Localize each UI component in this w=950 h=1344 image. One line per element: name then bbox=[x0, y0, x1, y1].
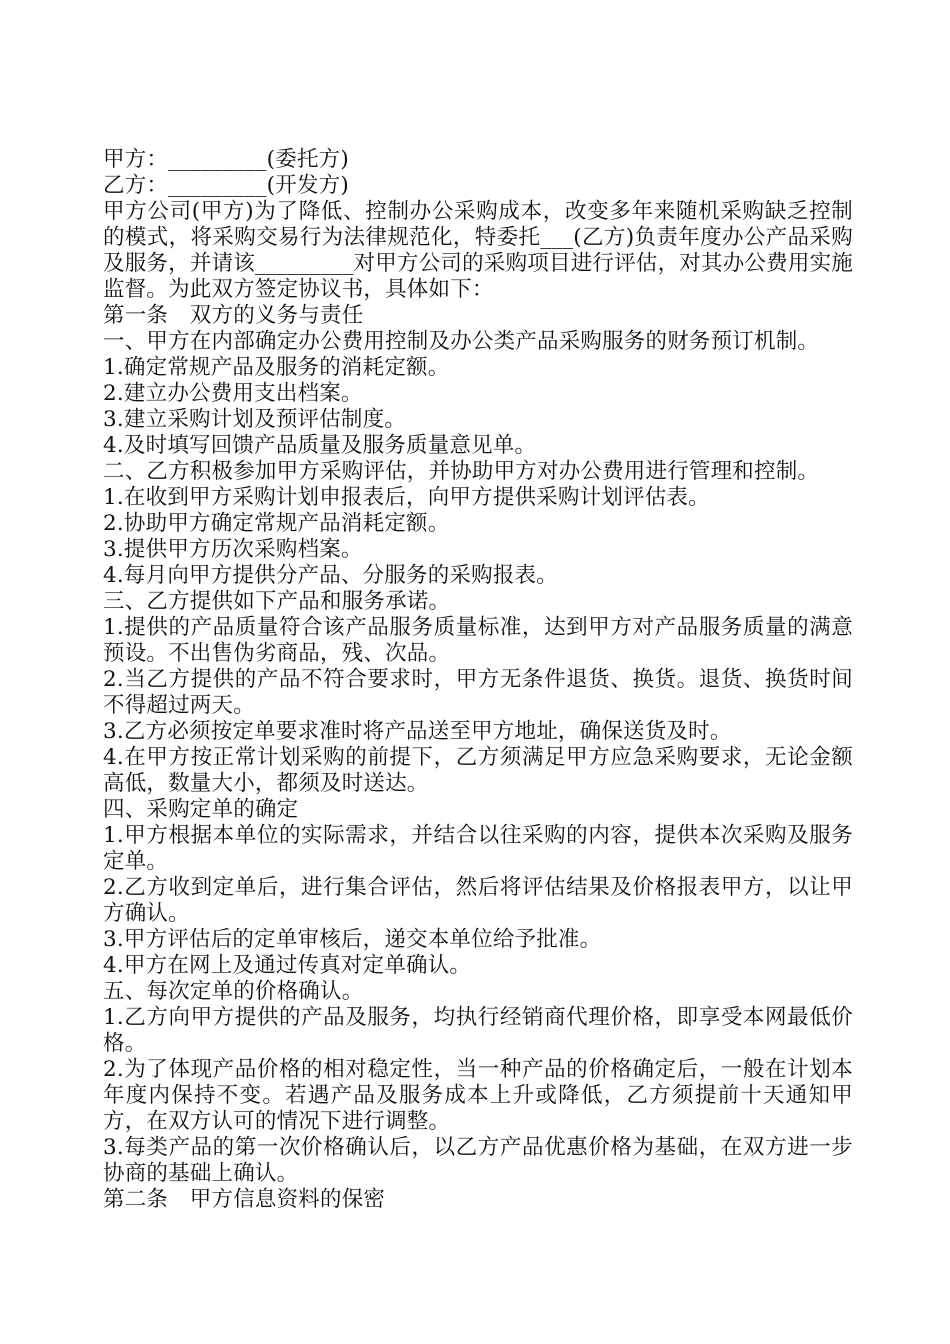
section-3-heading: 三、乙方提供如下产品和服务承诺。 bbox=[103, 589, 451, 614]
list-item: 4.甲方在网上及通过传真对定单确认。 bbox=[103, 953, 472, 978]
party-a-line: 甲方：_________(委托方) bbox=[103, 147, 349, 172]
list-item: 3.甲方评估后的定单审核后，递交本单位给予批准。 bbox=[103, 927, 602, 952]
list-item: 4.每月向甲方提供分产品、分服务的采购报表。 bbox=[103, 563, 558, 588]
list-item: 1.提供的产品质量符合该产品服务质量标准，达到甲方对产品服务质量的满意预设。不出售伪劣商品，残、次品。 bbox=[103, 615, 853, 666]
article-1-heading: 第一条 双方的义务与责任 bbox=[103, 303, 364, 328]
list-item: 1.乙方向甲方提供的产品及服务，均执行经销商代理价格，即享受本网最低价格。 bbox=[103, 1005, 853, 1056]
list-item: 3.提供甲方历次采购档案。 bbox=[103, 537, 363, 562]
section-1-heading: 一、甲方在内部确定办公费用控制及办公类产品采购服务的财务预订机制。 bbox=[103, 329, 820, 354]
list-item: 2.为了体现产品价格的相对稳定性，当一种产品的价格确定后，一般在计划本年度内保持不变。若遇产品及服务成本上升或降低，乙方须提前十天通知甲方，在双方认可的情况下进行调整。 bbox=[103, 1057, 853, 1134]
party-b-line: 乙方：_________(开发方) bbox=[103, 173, 349, 198]
section-2-heading: 二、乙方积极参加甲方采购评估，并协助甲方对办公费用进行管理和控制。 bbox=[103, 459, 820, 484]
list-item: 1.确定常规产品及服务的消耗定额。 bbox=[103, 355, 450, 380]
list-item: 2.当乙方提供的产品不符合要求时，甲方无条件退货、换货。退货、换货时间不得超过两天。 bbox=[103, 667, 853, 718]
document-body bbox=[103, 147, 853, 1213]
list-item: 3.每类产品的第一次价格确认后，以乙方产品优惠价格为基础，在双方进一步协商的基础上确认。 bbox=[103, 1135, 853, 1186]
list-item: 2.乙方收到定单后，进行集合评估，然后将评估结果及价格报表甲方，以让甲方确认。 bbox=[103, 875, 853, 926]
section-4-heading: 四、采购定单的确定 bbox=[103, 797, 299, 822]
list-item: 2.建立办公费用支出档案。 bbox=[103, 381, 363, 406]
list-item: 2.协助甲方确定常规产品消耗定额。 bbox=[103, 511, 450, 536]
preamble-paragraph: 甲方公司(甲方)为了降低、控制办公采购成本，改变多年来随机采购缺乏控制的模式，将采购交易行为法律规范化，特委托___(乙方)负责年度办公产品采购及服务，并请该_________对甲方公司的采购项目进行评估，对其办公费用实施监督。为此双方签定协议书，具体如下： bbox=[103, 199, 853, 302]
section-5-heading: 五、每次定单的价格确认。 bbox=[103, 979, 364, 1004]
list-item: 1.甲方根据本单位的实际需求，并结合以往采购的内容，提供本次采购及服务定单。 bbox=[103, 823, 853, 874]
list-item: 4.在甲方按正常计划采购的前提下，乙方须满足甲方应急采购要求，无论金额高低，数量大小，都须及时送达。 bbox=[103, 745, 853, 796]
list-item: 4.及时填写回馈产品质量及服务质量意见单。 bbox=[103, 433, 537, 458]
list-item: 3.乙方必须按定单要求准时将产品送至甲方地址，确保送货及时。 bbox=[103, 719, 732, 744]
article-2-heading: 第二条 甲方信息资料的保密 bbox=[103, 1187, 386, 1212]
list-item: 1.在收到甲方采购计划申报表后，向甲方提供采购计划评估表。 bbox=[103, 485, 710, 510]
list-item: 3.建立采购计划及预评估制度。 bbox=[103, 407, 407, 432]
